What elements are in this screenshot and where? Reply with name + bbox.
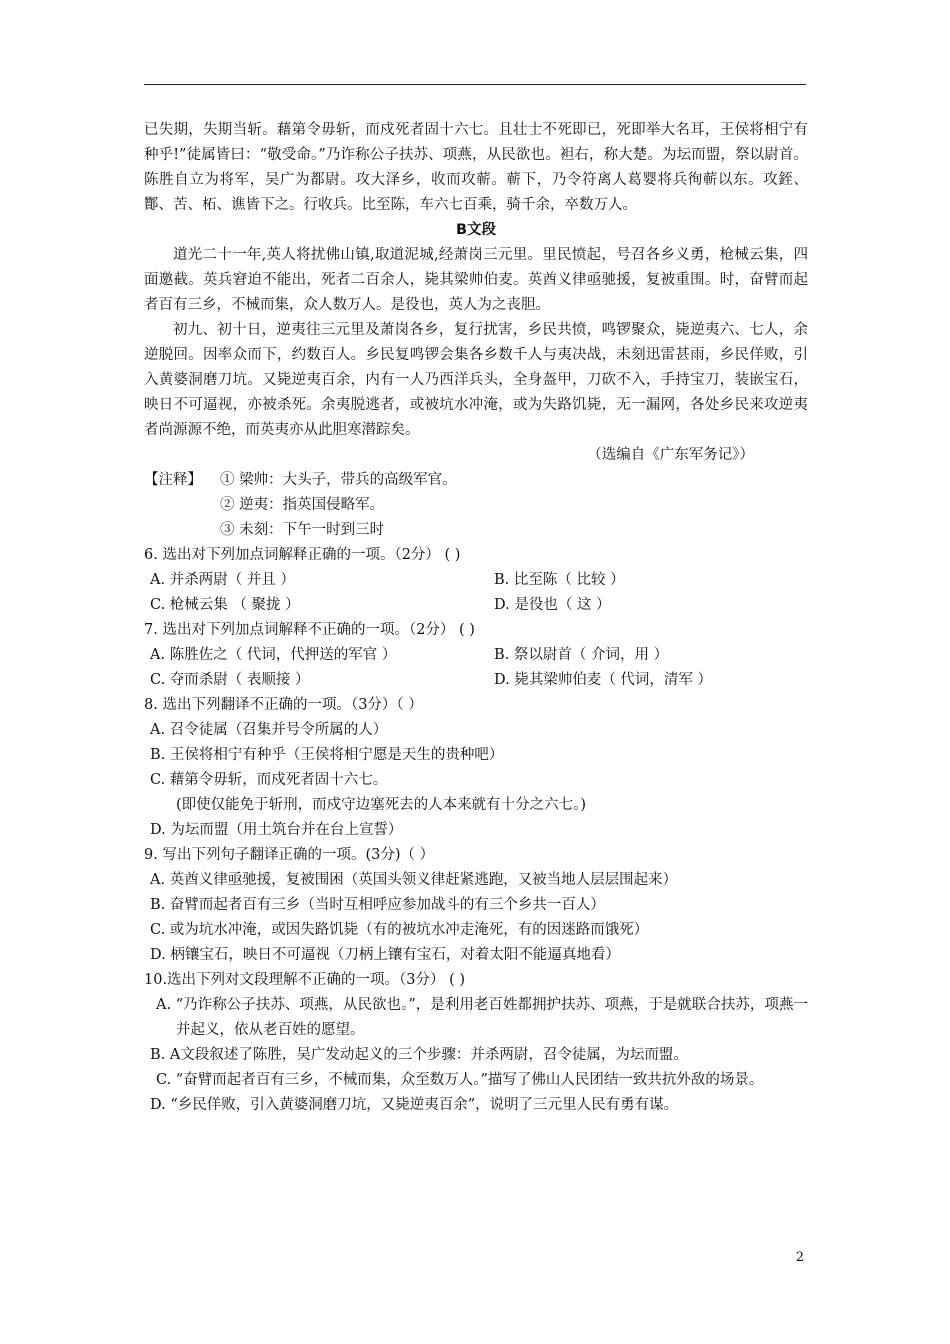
question-6-option-c: C. 枪械云集 （ 聚拢 ）	[150, 597, 300, 613]
question-8-option-c: C. 藉第令毋斩，而戍死者固十六七。	[150, 772, 388, 788]
question-9-stem: 9. 写出下列句子翻译正确的一项。(3分)（ ）	[144, 847, 435, 863]
question-6-option-b: B. 比至陈（ 比较 ）	[494, 572, 625, 588]
question-9-option-c: C. 或为坑水冲淹，或因失路饥毙（有的被坑水冲走淹死，有的因迷路而饿死）	[150, 922, 649, 938]
notes	[144, 468, 808, 493]
question-7-option-d: D. 毙其梁帅伯麦（ 代词，清军 ）	[494, 672, 713, 688]
passage-a-tail: 已失期，失期当斩。藉第令毋斩，而戍死者固十六七。且壮士不死即已，死即举大名耳，王侯将相宁有种乎!”徒属皆曰：“敬受命。”乃诈称公子扶苏、项燕，从民欲也。袒右，称大楚。为坛而盟，祭以尉首。陈胜自立为将军，吴广为都尉。攻大泽乡，收而攻蕲。蕲下，乃令符离人葛婴将兵徇蕲以东。攻銍、酇、苦、柘、谯皆下之。行收兵。比至陈，车六七百乘，骑千余，卒数万人。	[144, 122, 808, 213]
page-number: 2	[795, 1250, 804, 1265]
question-7-stem: 7. 选出对下列加点词解释不正确的一项。（2分） ( )	[144, 622, 475, 638]
note-item-3: ③ 未刻：下午一时到三时	[220, 522, 385, 538]
question-7-options-row-2	[144, 668, 808, 693]
question-6-options-row-2	[144, 593, 808, 618]
header-rule	[144, 84, 806, 85]
question-8-option-b: B. 王侯将相宁有种乎（王侯将相宁愿是天生的贵种吧）	[150, 747, 504, 763]
passage-b-paragraph-2: 初九、初十日，逆夷往三元里及萧岗各乡，复行扰害，乡民共愤，鸣锣聚众，毙逆夷六、七人，余逆脱回。因率众而下，约数百人。乡民复鸣锣会集各乡数千人与夷决战，未刻迅雷甚雨，乡民佯败，引入黄婆洞磨刀坑。又毙逆夷百余，内有一人乃西洋兵头，全身盔甲，刀砍不入，手持宝刀，装嵌宝石，映日不可逼视，亦被杀死。余夷脱逃者，或被坑水冲淹，或为失路饥毙，无一漏网，各处乡民来攻逆夷者尚源源不绝，而英夷亦从此胆寒潜踪矣。	[144, 322, 808, 438]
question-8-stem: 8. 选出下列翻译不正确的一项。（3分）（ ）	[144, 697, 423, 713]
section-b-title: B文段	[455, 222, 497, 238]
note-item-1: ① 梁帅：大头子，带兵的高级军官。	[220, 472, 457, 488]
notes-label: 【注释】	[144, 472, 202, 488]
question-10-option-c: C. “奋臂而起者百有三乡，不械而集，众至数万人。”描写了佛山人民团结一致共抗外敌的场景。	[156, 1072, 764, 1088]
question-10-option-a: A. “乃诈称公子扶苏、项燕，从民欲也。”，是利用老百姓都拥护扶苏、项燕，于是就联合扶苏，项燕一并起义，依从老百姓的愿望。	[156, 997, 808, 1038]
question-8-option-a: A. 召令徒属（召集并号令所属的人）	[150, 722, 388, 738]
question-9-option-a: A. 英酋义律亟驰援，复被围困（英国头领义律赶紧逃跑，又被当地人层层围起来）	[150, 872, 678, 888]
note-item-2: ② 逆夷：指英国侵略军。	[220, 497, 385, 513]
question-10-option-d: D. “乡民佯败，引入黄婆洞磨刀坑，又毙逆夷百余”，说明了三元里人民有勇有谋。	[150, 1097, 679, 1113]
question-8-option-c-translation: (即使仅能免于斩刑，而戍守边塞死去的人本来就有十分之六七。)	[176, 797, 587, 813]
question-6-stem: 6. 选出对下列加点词解释正确的一项。（2分） ( )	[144, 547, 461, 563]
question-8-option-d: D. 为坛而盟（用土筑台并在台上宣誓）	[150, 822, 403, 838]
question-7-option-b: B. 祭以尉首（ 介词，用 ）	[494, 647, 669, 663]
question-7-option-a: A. 陈胜佐之（ 代词，代押送的军官 ）	[150, 647, 397, 663]
document-body	[144, 118, 808, 1118]
question-6-option-d: D. 是役也（ 这 ）	[494, 597, 611, 613]
passage-b-paragraph-1: 道光二十一年,英人将扰佛山镇,取道泥城,经萧岗三元里。里民愤起，号召各乡义勇，枪械云集，四面邀截。英兵窘迫不能出，死者二百余人，毙其梁帅伯麦。英酋义律亟驰援，复被重围。时，奋臂而起者百有三乡，不械而集，众人数万人。是役也，英人为之丧胆。	[144, 247, 808, 313]
question-6-option-a: A. 并杀两尉（ 并且 ）	[150, 572, 295, 588]
question-9-option-d: D. 柄镶宝石，映日不可逼视（刀柄上镶有宝石，对着太阳不能逼真地看）	[150, 947, 620, 963]
question-9-option-b: B. 奋臂而起者百有三乡（当时互相呼应参加战斗的有三个乡共一百人）	[150, 897, 605, 913]
source-citation: （选编自《广东军务记》）	[587, 447, 754, 463]
question-7-options-row-1	[144, 643, 808, 668]
question-10-stem: 10.选出下列对文段理解不正确的一项。（3分） ( )	[144, 972, 466, 988]
question-10-option-b: B. A文段叙述了陈胜，吴广发动起义的三个步骤：并杀两尉，召令徒属，为坛而盟。	[150, 1047, 688, 1063]
question-6-options-row-1	[144, 568, 808, 593]
question-7-option-c: C. 夺而杀尉（ 表顺接 ）	[150, 672, 310, 688]
